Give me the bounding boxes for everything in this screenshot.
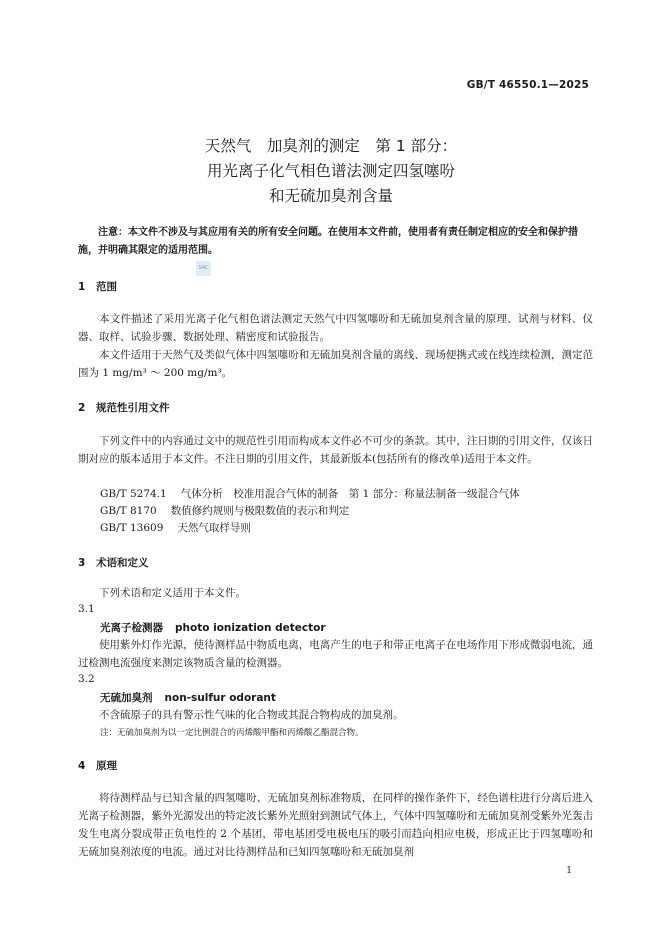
page-number: 1	[566, 866, 572, 876]
paragraph: 本文件适用于天然气及类似气体中四氢噻吩和无硫加臭剂含量的离线、现场便携式或在线连续检测，测定范围为 1 mg/m³ ～ 200 mg/m³。	[78, 349, 593, 379]
paragraph: 本文件描述了采用光离子化气相色谱法测定天然气中四氢噻吩和无硫加臭剂含量的原理、试剂与材料、仪器、取样、试验步骤、数据处理、精密度和试验报告。	[78, 313, 593, 343]
watermark-stamp: SAC	[196, 261, 211, 276]
document-title	[0, 134, 662, 209]
term-number: 3.1	[78, 603, 95, 615]
safety-notice: 注意：本文件不涉及与其应用有关的所有安全问题。在使用本文件前，使用者有责任制定相应的安全和保护措施，并明确其限定的适用范围。	[78, 227, 578, 256]
standard-number: GB/T 46550.1—2025	[466, 79, 589, 91]
reference-title: 天然气取样导则	[177, 522, 251, 534]
title-line-2: 用光离子化气相色谱法测定四氢噻吩	[206, 162, 455, 180]
term-number: 3.2	[78, 673, 95, 685]
reference-title: 数值修约规则与极限数值的表示和判定	[170, 505, 350, 517]
term-zh: 无硫加臭剂	[100, 692, 153, 704]
section-heading-scope	[78, 279, 117, 294]
section-heading-principle	[78, 758, 117, 773]
reference-title: 气体分析 校准用混合气体的制备 第 1 部分：称量法制备一级混合气体	[180, 488, 520, 500]
section-number: 3	[78, 557, 86, 569]
paragraph: 下列文件中的内容通过文中的规范性引用而构成本文件必不可少的条款。其中，注日期的引用文件，仅该日期对应的版本适用于本文件。不注日期的引用文件，其最新版本(包括所有的修改单)适用于本文件。	[78, 435, 593, 465]
section-heading-normative-references	[78, 400, 170, 415]
reference-item	[100, 520, 251, 535]
section-title: 规范性引用文件	[96, 402, 170, 414]
paragraph: 下列术语和定义适用于本文件。	[99, 587, 246, 599]
section-number: 1	[78, 281, 86, 293]
reference-code: GB/T 5274.1	[100, 488, 167, 500]
section-title: 范围	[96, 281, 117, 293]
section-heading-terms	[78, 555, 149, 570]
term-note: 注：无硫加臭剂为以一定比例混合的丙烯酸甲酯和丙烯酸乙酯混合物。	[100, 728, 364, 738]
title-line-1: 天然气 加臭剂的测定 第 1 部分：	[204, 137, 458, 155]
reference-code: GB/T 8170	[100, 505, 157, 517]
paragraph: 将待测样品与已知含量的四氢噻吩、无硫加臭剂标准物质，在同样的操作条件下，经色谱柱进行分离后进入光离子检测器，紫外光源发出的特定波长紫外光照射到测试气体上，气体中四氢噻吩和无硫加臭剂受紫外光轰击发生电离分裂成带正负电性的 2 个基团，带电基团受电极电压的吸引而趋向相应电极，形成正比于四氢噻吩和无硫加臭剂浓度的电流。通过对比待测样品和已知四氢噻吩和无硫加臭剂	[78, 792, 593, 858]
section-title: 原理	[96, 760, 117, 772]
term-en: photo ionization detector	[175, 622, 326, 634]
term-zh: 光离子检测器	[100, 622, 163, 634]
term-heading	[100, 690, 276, 705]
section-number: 2	[78, 402, 86, 414]
reference-item	[100, 486, 520, 501]
term-en: non-sulfur odorant	[164, 692, 276, 704]
reference-code: GB/T 13609	[100, 522, 164, 534]
section-number: 4	[78, 760, 86, 772]
section-title: 术语和定义	[96, 557, 149, 569]
title-line-3: 和无硫加臭剂含量	[268, 187, 393, 205]
term-heading	[100, 620, 326, 635]
reference-item	[100, 503, 349, 518]
term-definition: 不含硫原子的具有警示性气味的化合物或其混合物构成的加臭剂。	[99, 709, 404, 721]
term-definition: 使用紫外灯作光源，使待测样品中物质电离，电离产生的电子和带正电离子在电场作用下形成微弱电流，通过检测电流强度来测定该物质含量的检测器。	[78, 639, 593, 669]
